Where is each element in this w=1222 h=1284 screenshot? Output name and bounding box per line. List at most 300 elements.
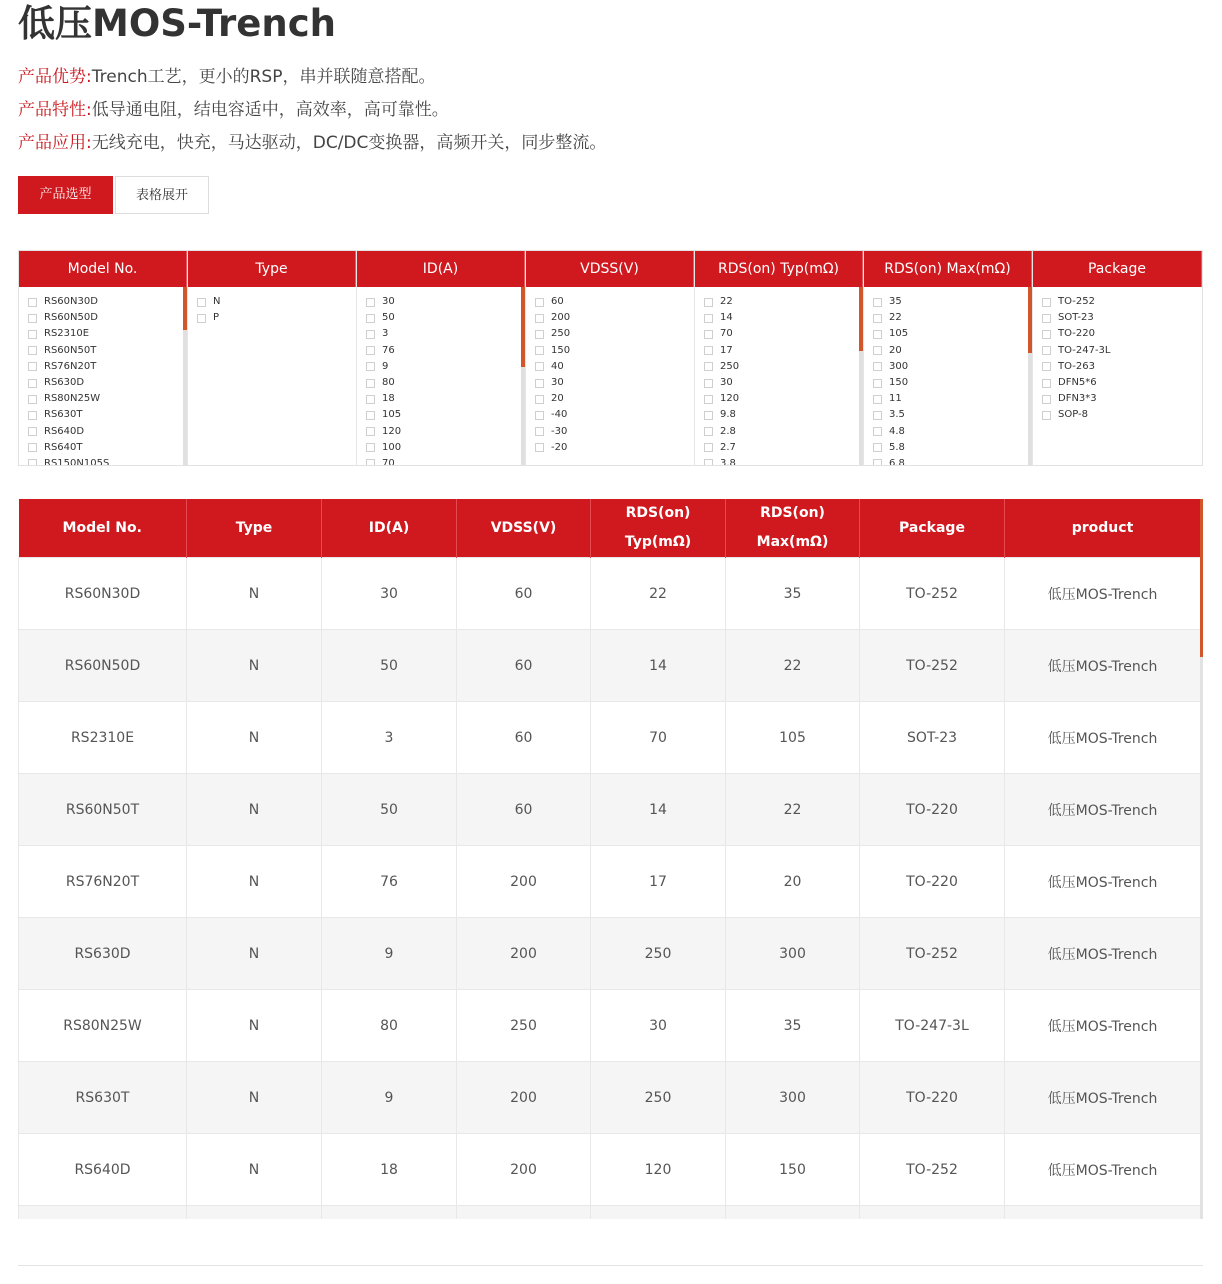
filter-option-label: 200	[551, 312, 571, 324]
filter-option-label: 20	[551, 393, 564, 405]
checkbox[interactable]	[704, 346, 713, 355]
checkbox[interactable]	[704, 395, 713, 404]
table-cell: 120	[591, 1134, 726, 1206]
table-cell	[322, 1206, 457, 1220]
table-cell: TO-247-3L	[860, 990, 1005, 1062]
filter-option[interactable]	[535, 440, 694, 456]
filter-option[interactable]	[704, 375, 863, 391]
header-line: RDS(on)	[760, 505, 825, 521]
checkbox[interactable]	[704, 411, 713, 420]
filter-column-rds-typ	[695, 251, 864, 465]
table-cell: 50	[322, 774, 457, 846]
checkbox[interactable]	[535, 379, 544, 388]
filter-option[interactable]	[28, 375, 187, 391]
filter-option[interactable]	[873, 310, 1032, 326]
checkbox[interactable]	[1042, 346, 1051, 355]
table-cell: 低压MOS-Trench	[1005, 558, 1201, 630]
table-cell: N	[187, 558, 322, 630]
checkbox[interactable]	[366, 298, 375, 307]
filter-scrollbar[interactable]	[521, 287, 525, 465]
filter-option-label: -20	[551, 441, 568, 453]
filter-option[interactable]	[704, 310, 863, 326]
checkbox[interactable]	[535, 362, 544, 371]
checkbox[interactable]	[1042, 330, 1051, 339]
filter-header: Model No.	[19, 251, 187, 287]
table-cell: 14	[591, 774, 726, 846]
filter-option-label: 22	[889, 312, 902, 324]
table-cell: 17	[591, 846, 726, 918]
table-cell: 18	[322, 1134, 457, 1206]
filter-option[interactable]	[535, 375, 694, 391]
table-cell: RS60N30D	[19, 558, 187, 630]
table-cell: N	[187, 1062, 322, 1134]
checkbox[interactable]	[1042, 314, 1051, 323]
filter-option-label: 30	[720, 377, 733, 389]
checkbox[interactable]	[1042, 379, 1051, 388]
header-line: RDS(on)	[625, 505, 691, 521]
filter-option[interactable]	[366, 359, 525, 375]
table-cell: 300	[726, 1062, 860, 1134]
table-cell: TO-252	[860, 918, 1005, 990]
table-row[interactable]	[19, 774, 1201, 846]
checkbox[interactable]	[535, 314, 544, 323]
filter-option-label: 150	[551, 344, 571, 356]
table-row[interactable]	[19, 630, 1201, 702]
checkbox[interactable]	[366, 314, 375, 323]
table-expand-button[interactable]: 表格展开	[115, 176, 209, 214]
filter-option[interactable]	[873, 407, 1032, 423]
checkbox[interactable]	[535, 427, 544, 436]
filter-panel	[18, 250, 1203, 466]
table-cell: 低压MOS-Trench	[1005, 774, 1201, 846]
filter-option[interactable]	[873, 440, 1032, 456]
table-cell: 250	[457, 990, 591, 1062]
filter-header: ID(A)	[357, 251, 525, 287]
filter-option-label: 76	[382, 344, 395, 356]
filter-option[interactable]	[366, 440, 525, 456]
table-header-row	[19, 499, 1201, 558]
table-cell: 250	[591, 918, 726, 990]
filter-option-label: RS76N20T	[44, 360, 97, 372]
checkbox[interactable]	[704, 427, 713, 436]
filter-option-label: 11	[889, 393, 902, 405]
filter-option-label: -30	[551, 425, 568, 437]
filter-list[interactable]	[19, 287, 187, 465]
table-cell: 低压MOS-Trench	[1005, 1134, 1201, 1206]
checkbox[interactable]	[1042, 411, 1051, 420]
filter-option-label: 6.8	[889, 457, 905, 465]
filter-option[interactable]	[535, 359, 694, 375]
table-cell: N	[187, 774, 322, 846]
table-scrollbar[interactable]	[1200, 499, 1203, 1219]
filter-option[interactable]	[366, 343, 525, 359]
filter-option[interactable]	[873, 294, 1032, 310]
scroll-thumb[interactable]	[859, 287, 863, 351]
filter-option[interactable]	[28, 440, 187, 456]
filter-option[interactable]	[704, 424, 863, 440]
column-header-rds-max[interactable]	[726, 499, 860, 558]
filter-option-label: 60	[551, 296, 564, 308]
table-cell: RS640D	[19, 1134, 187, 1206]
table-cell: RS630T	[19, 1062, 187, 1134]
checkbox[interactable]	[704, 362, 713, 371]
filter-option-label: 300	[889, 360, 909, 372]
table-cell: 76	[322, 846, 457, 918]
filter-option[interactable]	[704, 326, 863, 342]
filter-option[interactable]	[873, 326, 1032, 342]
checkbox[interactable]	[873, 362, 882, 371]
filter-option-label: RS640T	[44, 441, 83, 453]
filter-option[interactable]	[28, 294, 187, 310]
checkbox[interactable]	[873, 346, 882, 355]
checkbox[interactable]	[28, 395, 37, 404]
filter-option[interactable]	[197, 310, 356, 326]
table-cell: 22	[591, 558, 726, 630]
checkbox[interactable]	[873, 411, 882, 420]
filter-option-label: 20	[889, 344, 902, 356]
filter-option[interactable]	[535, 310, 694, 326]
filter-header: VDSS(V)	[526, 251, 694, 287]
column-header-package[interactable]: Package	[860, 499, 1005, 558]
feature-application	[18, 132, 606, 154]
table-cell: SOT-23	[860, 702, 1005, 774]
filter-option-label: N	[213, 296, 221, 308]
table-cell: RS60N50D	[19, 630, 187, 702]
filter-option[interactable]	[28, 359, 187, 375]
table-cell: N	[187, 630, 322, 702]
filter-option[interactable]	[873, 424, 1032, 440]
checkbox[interactable]	[197, 298, 206, 307]
filter-option[interactable]	[704, 456, 863, 465]
checkbox[interactable]	[366, 427, 375, 436]
filter-option[interactable]	[535, 391, 694, 407]
filter-option[interactable]	[28, 326, 187, 342]
scroll-thumb[interactable]	[1028, 287, 1032, 353]
filter-option-label: 50	[382, 312, 395, 324]
filter-option-label: DFN5*6	[1058, 377, 1097, 389]
checkbox[interactable]	[28, 427, 37, 436]
filter-list[interactable]	[1033, 287, 1202, 465]
checkbox[interactable]	[704, 443, 713, 452]
filter-option-label: TO-252	[1058, 296, 1095, 308]
table-row[interactable]	[19, 1134, 1201, 1206]
table-cell: 30	[322, 558, 457, 630]
filter-column-model	[19, 251, 188, 465]
checkbox[interactable]	[873, 427, 882, 436]
filter-option-label: 30	[382, 296, 395, 308]
filter-option-label: 3.8	[720, 457, 736, 465]
checkbox[interactable]	[704, 314, 713, 323]
filter-option[interactable]	[1042, 375, 1202, 391]
filter-option-label: 250	[720, 360, 740, 372]
filter-option-label: 105	[382, 409, 402, 421]
checkbox[interactable]	[535, 298, 544, 307]
checkbox[interactable]	[704, 459, 713, 465]
checkbox[interactable]	[28, 379, 37, 388]
checkbox[interactable]	[704, 379, 713, 388]
filter-option[interactable]	[1042, 343, 1202, 359]
filter-option-label: 250	[551, 328, 571, 340]
filter-option[interactable]	[873, 359, 1032, 375]
filter-option[interactable]	[535, 326, 694, 342]
filter-option-label: 35	[889, 296, 902, 308]
table-cell: TO-220	[860, 846, 1005, 918]
header-line: Max(mΩ)	[756, 534, 829, 550]
table-cell	[187, 1206, 322, 1220]
filter-option-label: 9	[382, 360, 389, 372]
filter-column-rds-max	[864, 251, 1033, 465]
table-cell: 60	[457, 630, 591, 702]
table-cell: RS630D	[19, 918, 187, 990]
checkbox[interactable]	[28, 362, 37, 371]
filter-option[interactable]	[535, 294, 694, 310]
column-header-type[interactable]: Type	[187, 499, 322, 558]
checkbox[interactable]	[535, 395, 544, 404]
filter-option-label: 5.8	[889, 441, 905, 453]
header-line: Typ(mΩ)	[624, 534, 692, 550]
column-header-vdss[interactable]: VDSS(V)	[457, 499, 591, 558]
filter-option[interactable]	[704, 407, 863, 423]
filter-option-label: 2.7	[720, 441, 736, 453]
checkbox[interactable]	[366, 395, 375, 404]
filter-option[interactable]	[366, 294, 525, 310]
filter-option[interactable]	[1042, 294, 1202, 310]
filter-option-label: SOT-23	[1058, 312, 1094, 324]
filter-option-label: 100	[382, 441, 402, 453]
filter-option-label: 3	[382, 328, 389, 340]
checkbox[interactable]	[535, 330, 544, 339]
checkbox[interactable]	[873, 459, 882, 465]
checkbox[interactable]	[28, 443, 37, 452]
filter-option[interactable]	[197, 294, 356, 310]
filter-option[interactable]	[704, 343, 863, 359]
table-cell: 200	[457, 918, 591, 990]
page-title: 低压MOS-Trench	[18, 2, 336, 45]
table-cell: N	[187, 1134, 322, 1206]
filter-option[interactable]	[28, 407, 187, 423]
checkbox[interactable]	[873, 379, 882, 388]
filter-list[interactable]	[357, 287, 525, 465]
scroll-thumb[interactable]	[521, 287, 525, 367]
table-cell: 3	[322, 702, 457, 774]
feature-text: Trench工艺，更小的RSP，串并联随意搭配。	[91, 67, 436, 87]
table-cell: 14	[591, 630, 726, 702]
table-row[interactable]	[19, 990, 1201, 1062]
table-cell: 35	[726, 990, 860, 1062]
checkbox[interactable]	[28, 411, 37, 420]
table-cell: 35	[726, 558, 860, 630]
filter-option[interactable]	[366, 456, 525, 465]
checkbox[interactable]	[28, 298, 37, 307]
filter-header: RDS(on) Max(mΩ)	[864, 251, 1032, 287]
checkbox[interactable]	[366, 379, 375, 388]
table-cell: 50	[322, 630, 457, 702]
table-cell: RS80N25W	[19, 990, 187, 1062]
filter-option-label: -40	[551, 409, 568, 421]
filter-option-label: RS60N30D	[44, 296, 98, 308]
filter-option[interactable]	[366, 310, 525, 326]
table-cell: N	[187, 990, 322, 1062]
table-cell: 低压MOS-Trench	[1005, 630, 1201, 702]
filter-header: RDS(on) Typ(mΩ)	[695, 251, 863, 287]
filter-option[interactable]	[704, 440, 863, 456]
checkbox[interactable]	[366, 411, 375, 420]
table-row[interactable]	[19, 702, 1201, 774]
checkbox[interactable]	[28, 459, 37, 465]
filter-option[interactable]	[366, 407, 525, 423]
filter-column-package	[1033, 251, 1202, 465]
checkbox[interactable]	[366, 443, 375, 452]
filter-option[interactable]	[28, 424, 187, 440]
table-cell: 60	[457, 774, 591, 846]
product-select-button[interactable]: 产品选型	[18, 176, 113, 214]
filter-option[interactable]	[366, 326, 525, 342]
checkbox[interactable]	[366, 459, 375, 465]
filter-option[interactable]	[873, 375, 1032, 391]
filter-option-label: 70	[720, 328, 733, 340]
filter-option[interactable]	[1042, 391, 1202, 407]
table-row[interactable]	[19, 558, 1201, 630]
scroll-thumb[interactable]	[1200, 499, 1203, 657]
checkbox[interactable]	[197, 314, 206, 323]
checkbox[interactable]	[704, 298, 713, 307]
checkbox[interactable]	[366, 362, 375, 371]
filter-option[interactable]	[535, 407, 694, 423]
filter-option[interactable]	[1042, 359, 1202, 375]
table-cell: 低压MOS-Trench	[1005, 1062, 1201, 1134]
filter-option-label: 3.5	[889, 409, 905, 421]
table-cell: 22	[726, 630, 860, 702]
feature-text: 无线充电，快充，马达驱动，DC/DC变换器，高频开关，同步整流。	[91, 133, 607, 153]
checkbox[interactable]	[28, 346, 37, 355]
table-cell: N	[187, 846, 322, 918]
filter-option[interactable]	[366, 375, 525, 391]
filter-column-id	[357, 251, 526, 465]
filter-option-label: RS150N105S	[44, 457, 110, 465]
filter-option[interactable]	[1042, 326, 1202, 342]
checkbox[interactable]	[1042, 362, 1051, 371]
table-cell: 9	[322, 918, 457, 990]
table-cell: 150	[726, 1134, 860, 1206]
checkbox[interactable]	[535, 411, 544, 420]
filter-option-label: DFN3*3	[1058, 393, 1097, 405]
filter-list[interactable]	[188, 287, 356, 465]
filter-option[interactable]	[28, 310, 187, 326]
filter-option[interactable]	[28, 391, 187, 407]
filter-option-label: 2.8	[720, 425, 736, 437]
checkbox[interactable]	[873, 330, 882, 339]
table-row[interactable]	[19, 1206, 1201, 1220]
filter-list[interactable]	[864, 287, 1032, 465]
column-header-id[interactable]: ID(A)	[322, 499, 457, 558]
table-cell: 60	[457, 702, 591, 774]
filter-option[interactable]	[873, 391, 1032, 407]
filter-option[interactable]	[366, 391, 525, 407]
filter-header: Type	[188, 251, 356, 287]
filter-option[interactable]	[28, 456, 187, 465]
scroll-thumb[interactable]	[183, 287, 187, 330]
filter-option[interactable]	[873, 456, 1032, 465]
filter-option[interactable]	[366, 424, 525, 440]
checkbox[interactable]	[366, 330, 375, 339]
table-cell: N	[187, 702, 322, 774]
divider	[18, 1265, 1203, 1266]
checkbox[interactable]	[873, 395, 882, 404]
column-header-product[interactable]: product	[1005, 499, 1201, 558]
checkbox[interactable]	[28, 330, 37, 339]
filter-option-label: 105	[889, 328, 909, 340]
filter-list[interactable]	[526, 287, 694, 465]
filter-option[interactable]	[535, 343, 694, 359]
table-cell: 22	[726, 774, 860, 846]
filter-option-label: RS60N50T	[44, 344, 97, 356]
filter-option-label: P	[213, 312, 220, 324]
filter-option[interactable]	[535, 424, 694, 440]
filter-option-label: 9.8	[720, 409, 736, 421]
feature-text: 低导通电阻，结电容适中，高效率，高可靠性。	[91, 100, 449, 120]
product-table	[18, 499, 1203, 1219]
feature-label: 产品应用:	[18, 133, 92, 153]
checkbox[interactable]	[28, 314, 37, 323]
filter-option[interactable]	[704, 359, 863, 375]
table-cell: 低压MOS-Trench	[1005, 846, 1201, 918]
table-cell: 300	[726, 918, 860, 990]
filter-option-label: 4.8	[889, 425, 905, 437]
table-cell: N	[187, 918, 322, 990]
filter-option[interactable]	[1042, 407, 1202, 423]
filter-option-label: TO-263	[1058, 360, 1095, 372]
filter-option[interactable]	[1042, 310, 1202, 326]
filter-option[interactable]	[28, 343, 187, 359]
filter-option-label: 18	[382, 393, 395, 405]
checkbox[interactable]	[1042, 298, 1051, 307]
filter-scrollbar[interactable]	[1028, 287, 1032, 465]
filter-option[interactable]	[704, 294, 863, 310]
table-row[interactable]	[19, 846, 1201, 918]
filter-option-label: RS640D	[44, 425, 85, 437]
filter-option-label: 17	[720, 344, 733, 356]
filter-option-label: RS80N25W	[44, 393, 101, 405]
checkbox[interactable]	[873, 443, 882, 452]
table-row[interactable]	[19, 1062, 1201, 1134]
filter-option[interactable]	[873, 343, 1032, 359]
table-row[interactable]	[19, 918, 1201, 990]
column-header-model[interactable]: Model No.	[19, 499, 187, 558]
filter-option-label: 120	[720, 393, 740, 405]
checkbox[interactable]	[535, 346, 544, 355]
checkbox[interactable]	[873, 298, 882, 307]
table-cell	[1005, 1206, 1201, 1220]
filter-scrollbar[interactable]	[183, 287, 187, 465]
table-cell: TO-252	[860, 1134, 1005, 1206]
filter-list[interactable]	[695, 287, 863, 465]
table-cell	[726, 1206, 860, 1220]
table-cell	[457, 1206, 591, 1220]
checkbox[interactable]	[535, 443, 544, 452]
checkbox[interactable]	[704, 330, 713, 339]
checkbox[interactable]	[873, 314, 882, 323]
table-cell	[19, 1206, 187, 1220]
filter-option-label: 22	[720, 296, 733, 308]
filter-option[interactable]	[704, 391, 863, 407]
column-header-rds-typ[interactable]	[591, 499, 726, 558]
checkbox[interactable]	[366, 346, 375, 355]
table-cell: 80	[322, 990, 457, 1062]
filter-scrollbar[interactable]	[859, 287, 863, 465]
filter-column-vdss	[526, 251, 695, 465]
table-cell: 200	[457, 1062, 591, 1134]
checkbox[interactable]	[1042, 395, 1051, 404]
